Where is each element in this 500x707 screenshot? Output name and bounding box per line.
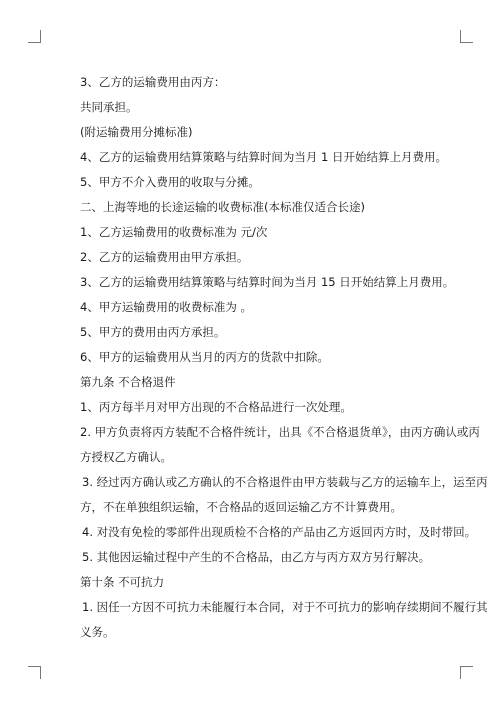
text-line: 3、乙方的运输费用结算策略与结算时间为当月 15 日开始结算上月费用。 xyxy=(80,275,455,289)
text-line: 1、丙方每半月对甲方出现的不合格品进行一次处理。 xyxy=(80,400,352,414)
text-line: 5、甲方的费用由丙方承担。 xyxy=(80,325,226,339)
article-heading: 第九条 不合格退件 xyxy=(80,375,176,389)
text-line: 4、甲方运输费用的收费标准为 。 xyxy=(80,300,252,314)
text-line: (附运输费用分摊标准) xyxy=(80,125,193,139)
crop-mark-top-left xyxy=(28,30,41,43)
text-line: 义务。 xyxy=(80,625,115,639)
text-line: 1. 因任一方因不可抗力未能履行本合同，对于不可抗力的影响存续期间不履行其 xyxy=(82,600,488,614)
text-line: 5. 其他因运输过程中产生的不合格品，由乙方与丙方双方另行解决。 xyxy=(82,550,431,564)
text-line: 1、乙方运输费用的收费标准为 元/次 xyxy=(80,225,268,239)
text-line: 3. 经过丙方确认或乙方确认的不合格退件由甲方装载与乙方的运输车上，运至丙 xyxy=(82,475,488,489)
text-line: 3、乙方的运输费用由丙方： xyxy=(80,75,226,89)
text-line: 4. 对没有免检的零部件出现质检不合格的产品由乙方返回丙方时，及时带回。 xyxy=(82,525,477,539)
article-heading: 第十条 不可抗力 xyxy=(80,575,165,589)
text-line: 方授权乙方确认。 xyxy=(80,450,172,464)
crop-mark-top-right xyxy=(460,30,473,43)
text-line: 2. 甲方负责将丙方装配不合格件统计，出具《不合格退货单》，由丙方确认或丙 xyxy=(80,425,480,439)
text-line: 4、乙方的运输费用结算策略与结算时间为当月 1 日开始结算上月费用。 xyxy=(80,150,447,164)
text-line: 方，不在单独组织运输，不合格品的返回运输乙方不计算费用。 xyxy=(80,500,402,514)
section-heading: 二、上海等地的长途运输的收费标准(本标准仅适合长途) xyxy=(80,200,365,214)
text-line: 共同承担。 xyxy=(80,100,138,114)
document-body xyxy=(80,70,488,645)
text-line: 6、甲方的运输费用从当月的丙方的货款中扣除。 xyxy=(80,350,329,364)
crop-mark-bottom-right xyxy=(460,666,473,679)
crop-mark-bottom-left xyxy=(28,666,41,679)
text-line: 5、甲方不介入费用的收取与分摊。 xyxy=(80,175,260,189)
text-line: 2、乙方的运输费用由甲方承担。 xyxy=(80,250,249,264)
